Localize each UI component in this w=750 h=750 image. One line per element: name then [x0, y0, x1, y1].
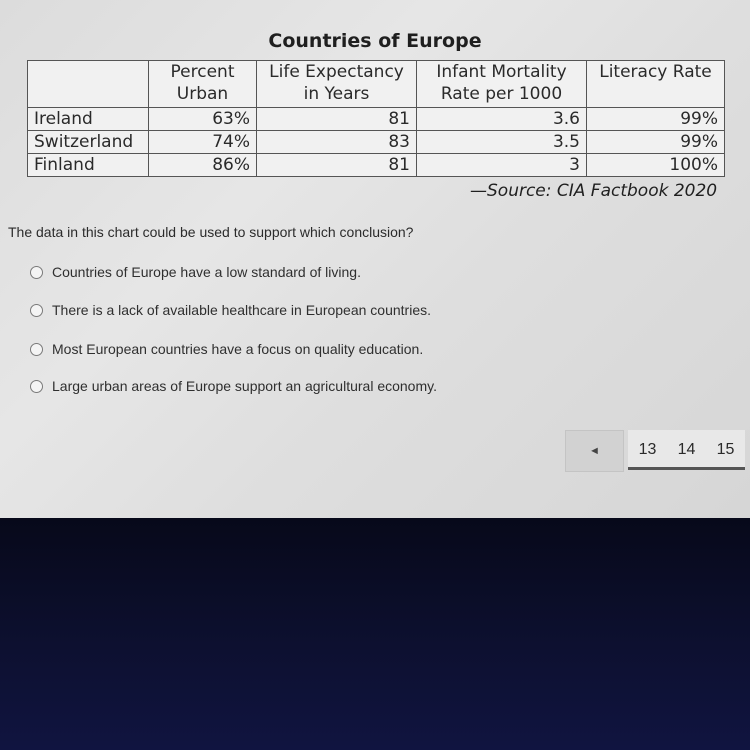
- infant-cell: 3.5: [417, 131, 587, 154]
- literacy-cell: 99%: [587, 108, 725, 131]
- answer-label: Large urban areas of Europe support an agricultural economy.: [52, 378, 437, 394]
- header-empty: [28, 61, 149, 108]
- answer-choice-4[interactable]: [30, 378, 437, 394]
- table-source: —Source: CIA Factbook 2020: [470, 181, 718, 201]
- page-14-button[interactable]: 14: [677, 441, 696, 458]
- life-cell: 83: [257, 131, 417, 154]
- header-literacy-rate: Literacy Rate: [587, 61, 725, 108]
- page-list: [628, 430, 745, 470]
- life-cell: 81: [257, 108, 417, 131]
- answer-choice-1[interactable]: [30, 264, 361, 280]
- answer-choice-3[interactable]: [30, 341, 423, 357]
- answer-label: Countries of Europe have a low standard of living.: [52, 264, 361, 280]
- table-row: [28, 108, 725, 131]
- country-cell: Finland: [28, 154, 149, 177]
- table-title: Countries of Europe: [268, 30, 482, 52]
- radio-button-icon[interactable]: [30, 343, 43, 356]
- infant-cell: 3.6: [417, 108, 587, 131]
- question-text: The data in this chart could be used to support which conclusion?: [8, 224, 414, 240]
- header-life-expectancy: Life Expectancy in Years: [257, 61, 417, 108]
- urban-cell: 86%: [149, 154, 257, 177]
- pagination: [565, 430, 745, 470]
- page-13-button[interactable]: 13: [638, 441, 657, 458]
- data-table: [27, 60, 725, 177]
- answer-choice-2[interactable]: [30, 302, 431, 318]
- left-arrow-icon: ◄: [589, 445, 600, 457]
- infant-cell: 3: [417, 154, 587, 177]
- country-cell: Switzerland: [28, 131, 149, 154]
- header-percent-urban: Percent Urban: [149, 61, 257, 108]
- literacy-cell: 99%: [587, 131, 725, 154]
- country-cell: Ireland: [28, 108, 149, 131]
- header-infant-mortality: Infant Mortality Rate per 1000: [417, 61, 587, 108]
- table-row: [28, 131, 725, 154]
- monitor-bezel: [0, 518, 750, 750]
- table-row: [28, 154, 725, 177]
- table-header-row: [28, 61, 725, 108]
- life-cell: 81: [257, 154, 417, 177]
- radio-button-icon[interactable]: [30, 266, 43, 279]
- urban-cell: 74%: [149, 131, 257, 154]
- literacy-cell: 100%: [587, 154, 725, 177]
- page-15-button[interactable]: 15: [716, 441, 735, 458]
- answer-label: Most European countries have a focus on quality education.: [52, 341, 424, 357]
- urban-cell: 63%: [149, 108, 257, 131]
- radio-button-icon[interactable]: [30, 304, 43, 317]
- answer-label: There is a lack of available healthcare in European countries.: [52, 302, 431, 318]
- previous-page-button[interactable]: [565, 430, 624, 472]
- radio-button-icon[interactable]: [30, 380, 43, 393]
